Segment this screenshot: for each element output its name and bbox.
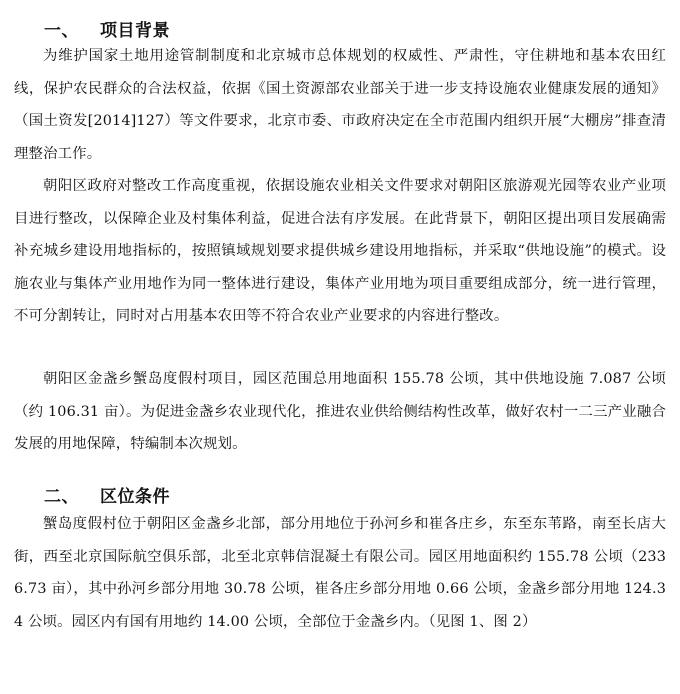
paragraph-chaoyang-rectification: 朝阳区政府对整改工作高度重视，依据设施农业相关文件要求对朝阳区旅游观光园等农业产业项目进行整改，以保障企业及村集体利益，促进合法有序发展。在此背景下，朝阳区提出项目发展确需补充城乡建设用地指标的，按照镇域规划要求提供城乡建设用地指标，并采取“供地设施”的模式。设施农业与集体产业用地作为同一整体进行建设，集体产业用地为项目重要组成部分，统一进行管理，不可分割转让，同时对占用基本农田等不符合农业产业要求的内容进行整改。: [14, 178, 666, 324]
paragraph-location-boundaries: 蟹岛度假村位于朝阳区金盏乡北部，部分用地位于孙河乡和崔各庄乡，东至东苇路，南至长店大街，西至北京国际航空俱乐部，北至北京韩信混凝土有限公司。园区用地面积约 155.78 公顷（2336.73 亩），其中孙河乡部分用地 30.78 公顷，崔各庄乡部分用地 0.66 公顷，金盏乡部分用地 124.34 公顷。园区内有国有用地约 14.00 公顷，全部位于金盏乡内。（见图 1、图 2）: [14, 516, 666, 630]
section-number: 一、: [44, 21, 79, 41]
paragraph-project-area: 朝阳区金盏乡蟹岛度假村项目，园区范围总用地面积 155.78 公顷，其中供地设施 7.087 公顷（约 106.31 亩）。为促进金盏乡农业现代化，推进农业供给侧结构性改革，做好农村一二三产业融合发展的用地保障，特编制本次规划。: [14, 371, 666, 452]
section-title: 区位条件: [100, 487, 170, 507]
section-title: 项目背景: [100, 21, 170, 41]
paragraph-policy-basis: 为维护国家土地用途管制制度和北京城市总体规划的权威性、严肃性，守住耕地和基本农田红线，保护农民群众的合法权益，依据《国土资源部农业部关于进一步支持设施农业健康发展的通知》（国土资发[2014]127）等文件要求，北京市委、市政府决定在全市范围内组织开展“大棚房”排查清理整治工作。: [14, 48, 666, 162]
section-number: 二、: [44, 487, 79, 507]
